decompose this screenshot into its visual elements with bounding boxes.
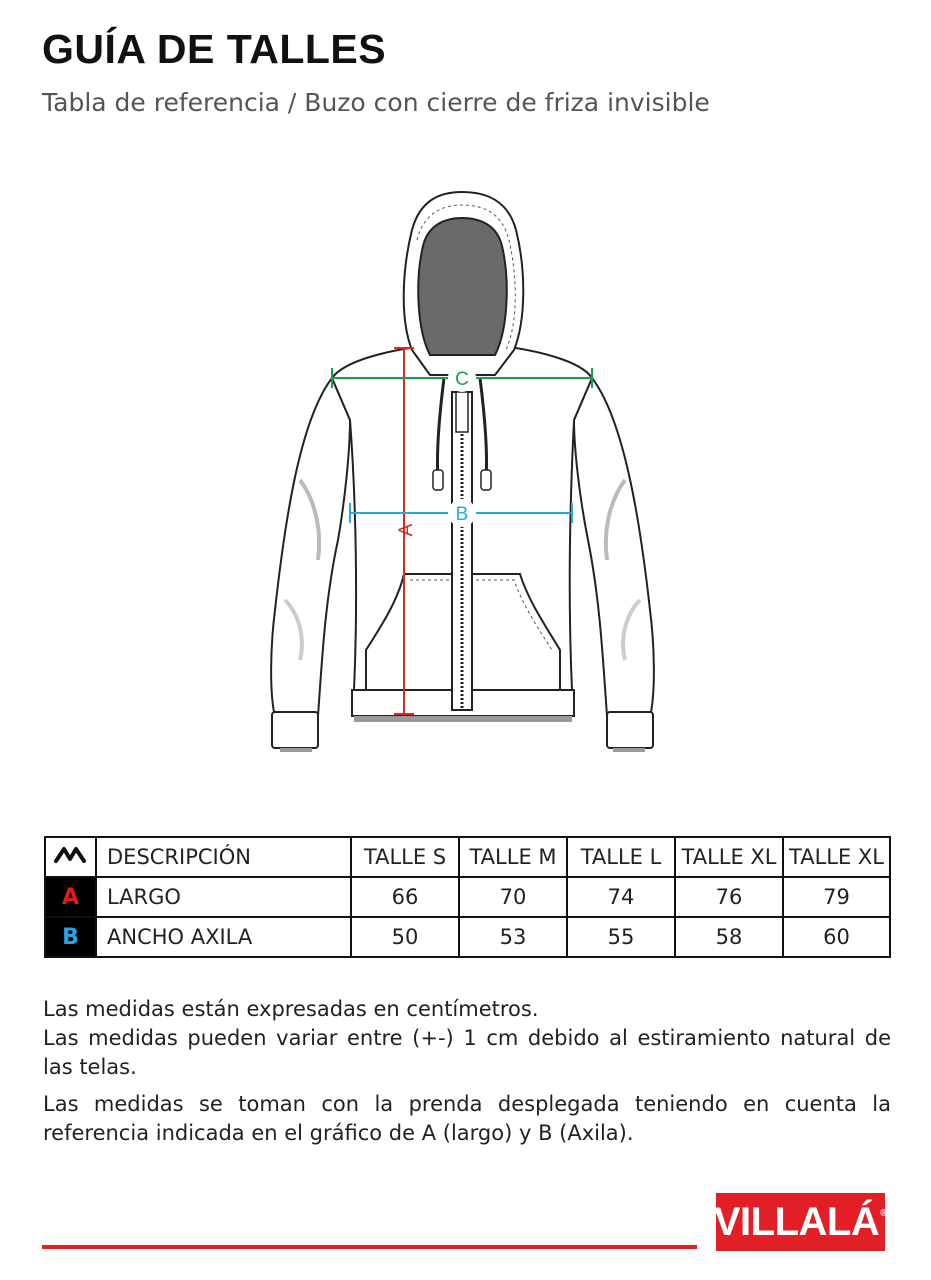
row-key-b: B <box>45 917 96 957</box>
cell-value: 66 <box>351 877 459 917</box>
header-size: TALLE XL <box>783 837 890 877</box>
table-row <box>45 917 890 957</box>
cell-value: 60 <box>783 917 890 957</box>
row-key-a: A <box>45 877 96 917</box>
cell-value: 58 <box>675 917 783 957</box>
cell-value: 70 <box>459 877 567 917</box>
table-header-row <box>45 837 890 877</box>
measure-c-label: C <box>455 369 469 390</box>
brand-name: VILLALÁ <box>713 1199 880 1244</box>
header-size: TALLE S <box>351 837 459 877</box>
footer-rule <box>42 1245 697 1249</box>
note-method: Las medidas se toman con la prenda desplegada teniendo en cuenta la referencia indicada en el gráfico de A (largo) y B (Axila). <box>43 1092 891 1145</box>
header-size: TALLE XL <box>675 837 783 877</box>
measurement-notes <box>43 995 891 1148</box>
cell-value: 74 <box>567 877 675 917</box>
measure-a-label: A <box>396 523 417 537</box>
cell-value: 53 <box>459 917 567 957</box>
brand-wave-icon <box>45 837 96 877</box>
page-title: GUÍA DE TALLES <box>42 26 387 72</box>
table-row <box>45 877 890 917</box>
note-units: Las medidas están expresadas en centímetros. <box>43 997 539 1021</box>
note-tolerance: Las medidas pueden variar entre (+-) 1 cm debido al estiramiento natural de las telas. <box>43 1026 891 1079</box>
cell-value: 50 <box>351 917 459 957</box>
cell-value: 55 <box>567 917 675 957</box>
row-label: LARGO <box>96 877 351 917</box>
page-subtitle: Tabla de referencia / Buzo con cierre de friza invisible <box>42 88 710 117</box>
hoodie-illustration <box>0 180 931 780</box>
hood-inner <box>418 218 506 355</box>
brand-logo <box>713 1193 888 1251</box>
measure-b-label: B <box>455 504 469 525</box>
cell-value: 79 <box>783 877 890 917</box>
header-size: TALLE L <box>567 837 675 877</box>
row-label: ANCHO AXILA <box>96 917 351 957</box>
header-size: TALLE M <box>459 837 567 877</box>
header-description: DESCRIPCIÓN <box>96 837 351 877</box>
size-table <box>44 836 891 958</box>
registered-mark: ® <box>880 1207 888 1219</box>
cell-value: 76 <box>675 877 783 917</box>
